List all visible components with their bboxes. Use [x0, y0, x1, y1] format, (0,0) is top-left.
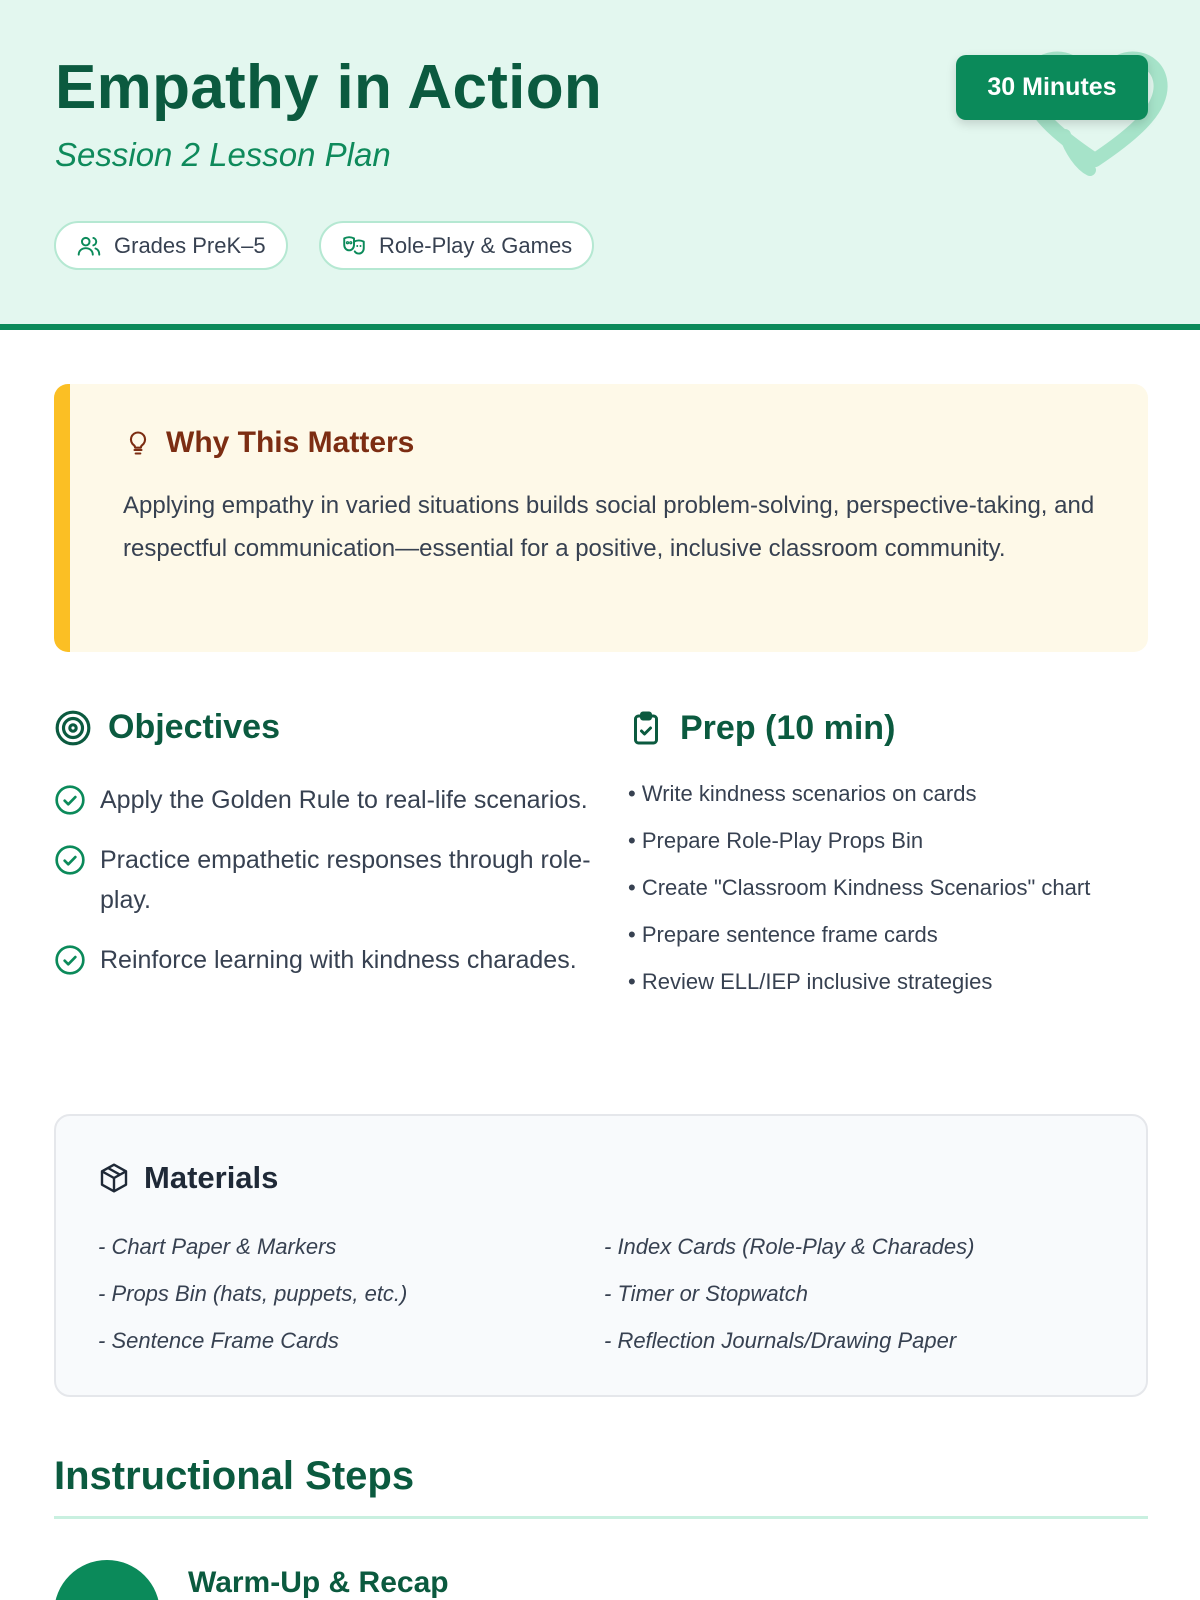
materials-heading: [98, 1160, 278, 1196]
list-item: - Index Cards (Role-Play & Charades): [604, 1234, 975, 1259]
why-heading: [124, 426, 414, 460]
page-subtitle: Session 2 Lesson Plan: [55, 136, 391, 173]
list-item: • Review ELL/IEP inclusive strategies: [628, 969, 993, 994]
check-circle-icon: [54, 844, 86, 876]
duration-badge: 30 Minutes: [956, 55, 1148, 120]
prep-list: [628, 780, 1168, 1015]
objective-text: Apply the Golden Rule to real-life scenarios.: [100, 786, 588, 814]
materials-heading-text: Materials: [144, 1160, 279, 1195]
users-icon: [76, 233, 102, 259]
list-item: • Prepare Role-Play Props Bin: [628, 828, 924, 853]
list-item: • Prepare sentence frame cards: [628, 922, 938, 947]
lesson-header: [0, 0, 1200, 330]
step-title: Warm-Up & Recap: [188, 1566, 449, 1599]
activity-tag-label: Role-Play & Games: [379, 232, 573, 258]
prep-heading: [628, 708, 895, 748]
check-circle-icon: [54, 784, 86, 816]
steps-heading: Instructional Steps: [54, 1454, 415, 1498]
list-item: - Props Bin (hats, puppets, etc.): [98, 1281, 408, 1306]
prep-text: Review ELL/IEP inclusive strategies: [641, 969, 993, 994]
list-item: • Write kindness scenarios on cards: [628, 781, 977, 806]
step-number-badge: [54, 1560, 160, 1600]
objectives-list: [54, 780, 594, 1000]
objectives-heading-text: Objectives: [108, 708, 280, 746]
prep-text: Prepare sentence frame cards: [641, 922, 938, 947]
prep-heading-text: Prep (10 min): [680, 708, 896, 747]
list-item: - Sentence Frame Cards: [98, 1328, 339, 1353]
grade-tag-label: Grades PreK–5: [114, 232, 266, 258]
list-item: - Timer or Stopwatch: [604, 1281, 808, 1306]
list-item: [54, 780, 594, 820]
materials-list-left: [98, 1233, 407, 1374]
list-item: [54, 840, 594, 920]
grade-tag: [54, 221, 288, 270]
prep-text: Write kindness scenarios on cards: [641, 781, 977, 806]
why-this-matters-callout: [54, 384, 1148, 652]
list-item: - Reflection Journals/Drawing Paper: [604, 1328, 957, 1353]
list-item: • Create "Classroom Kindness Scenarios" chart: [628, 875, 1091, 900]
objective-text: Practice empathetic responses through role-play.: [100, 846, 591, 914]
list-item: - Chart Paper & Markers: [98, 1234, 337, 1259]
target-icon: [54, 709, 92, 747]
objectives-heading: [54, 708, 280, 747]
lightbulb-icon: [124, 428, 152, 458]
activity-tag: [319, 221, 594, 270]
theater-masks-icon: [341, 233, 367, 259]
prep-text: Create "Classroom Kindness Scenarios" chart: [641, 875, 1091, 900]
objective-text: Reinforce learning with kindness charades.: [100, 946, 577, 974]
divider: [54, 1516, 1148, 1519]
prep-text: Prepare Role-Play Props Bin: [641, 828, 924, 853]
page-title: Empathy in Action: [55, 53, 603, 122]
materials-list-right: [604, 1233, 974, 1374]
box-icon: [98, 1162, 130, 1194]
list-item: [54, 940, 594, 980]
why-heading-text: Why This Matters: [166, 426, 415, 459]
materials-card: [54, 1114, 1148, 1397]
why-body-text: Applying empathy in varied situations builds social problem-solving, perspective-taking, and respectful communication—essential for a positive, inclusive classroom community.: [123, 492, 1095, 562]
check-circle-icon: [54, 944, 86, 976]
clipboard-check-icon: [628, 708, 664, 748]
